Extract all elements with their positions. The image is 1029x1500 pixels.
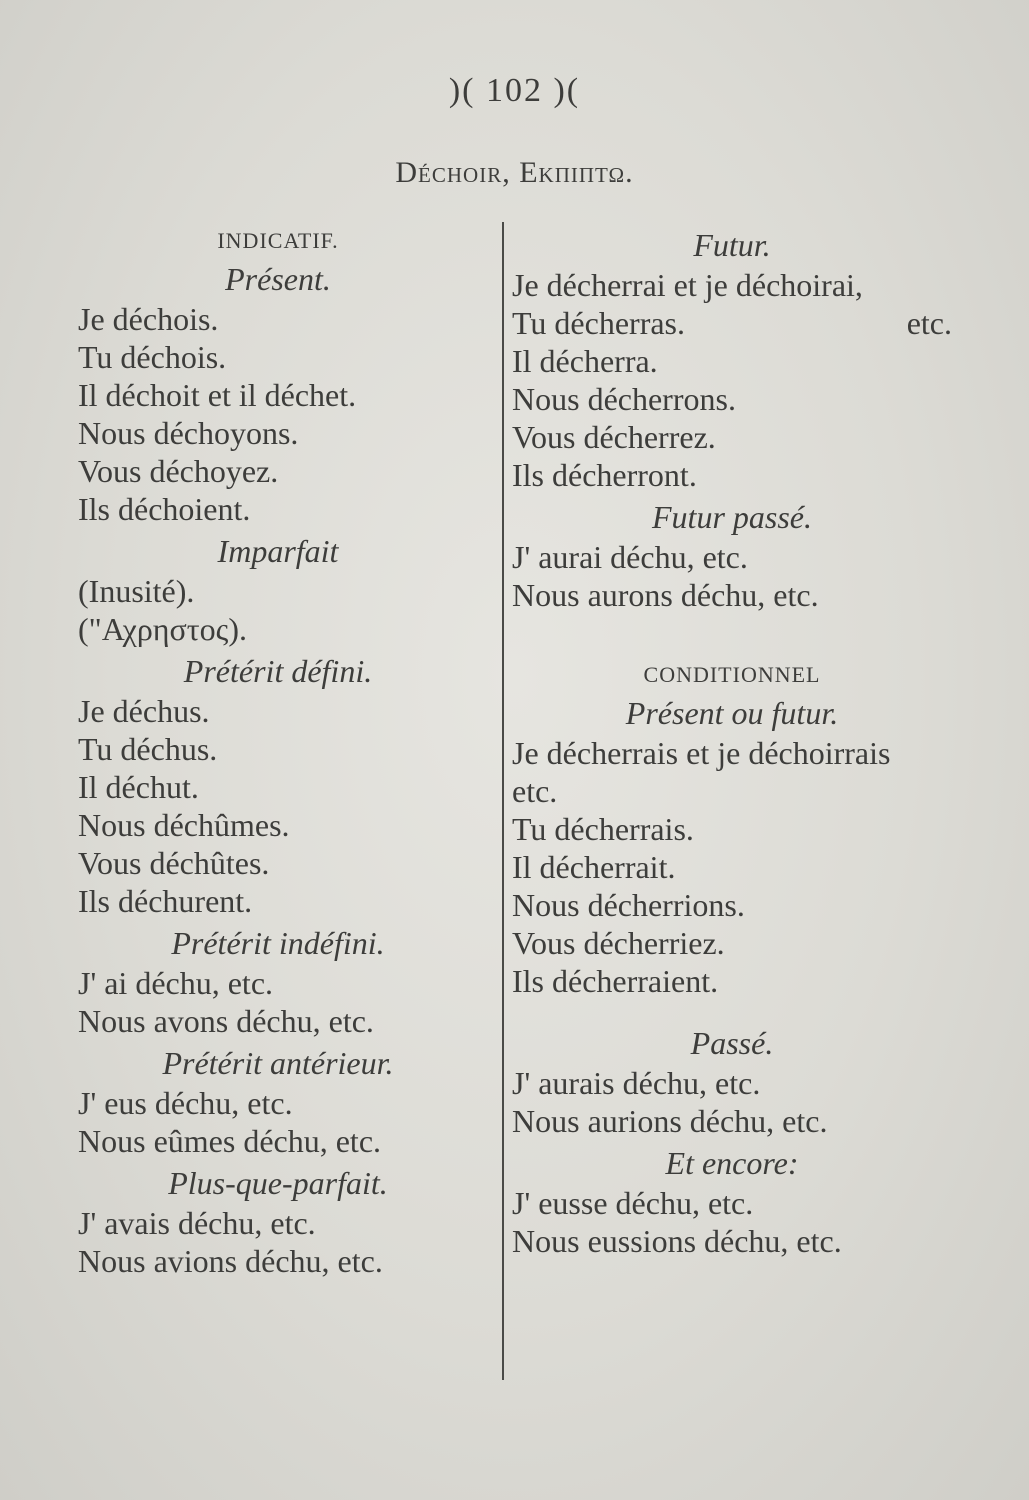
tense-imparfait: Imparfait: [217, 533, 339, 569]
form-line: Vous déchûtes.: [78, 845, 270, 881]
form-line: Il déchoit et il déchet.: [78, 377, 357, 413]
form-line: J' ai déchu, etc.: [78, 965, 274, 1001]
form-text: Tu décherras.: [512, 305, 685, 341]
form-line: Ils décherraient.: [512, 963, 719, 999]
form-line: Vous décherrez.: [512, 419, 716, 455]
form-line-with-etc: [512, 304, 952, 342]
form-line: Je décherrais et je déchoirrais: [512, 735, 891, 771]
form-line: J' eus déchu, etc.: [78, 1085, 293, 1121]
form-line: etc.: [512, 773, 558, 809]
form-line: Tu décherrais.: [512, 811, 694, 847]
form-line: Vous déchoyez.: [78, 453, 279, 489]
form-line: Vous décherriez.: [512, 925, 725, 961]
form-line: J' aurai déchu, etc.: [512, 539, 748, 575]
spacer: [512, 614, 952, 656]
form-line: Je déchus.: [78, 693, 210, 729]
mood-indicatif: INDICATIF.: [217, 228, 339, 253]
form-line: Ils décherront.: [512, 457, 697, 493]
form-line: Il décherrait.: [512, 849, 676, 885]
form-line: J' aurais déchu, etc.: [512, 1065, 761, 1101]
tense-passe: Passé.: [690, 1025, 774, 1061]
form-line: Nous aurons déchu, etc.: [512, 577, 819, 613]
tense-present: Présent.: [225, 261, 331, 297]
tense-et-encore: Et encore:: [665, 1145, 799, 1181]
column-divider: [502, 222, 504, 1380]
form-line: Il décherra.: [512, 343, 658, 379]
form-line: Je déchois.: [78, 301, 219, 337]
form-line: Tu déchus.: [78, 731, 218, 767]
form-line: Nous décherrions.: [512, 887, 745, 923]
form-line: Il déchut.: [78, 769, 199, 805]
tense-preterit-indefini: Prétérit indéfini.: [171, 925, 385, 961]
form-line: Nous avons déchu, etc.: [78, 1003, 374, 1039]
tense-present-ou-futur: Présent ou futur.: [625, 695, 839, 731]
form-line: J' avais déchu, etc.: [78, 1205, 316, 1241]
form-line: Nous déchoyons.: [78, 415, 299, 451]
form-line: Nous aurions déchu, etc.: [512, 1103, 828, 1139]
form-line: Nous déchûmes.: [78, 807, 290, 843]
form-line: ("Αχρηστος).: [78, 611, 247, 647]
tense-plus-que-parfait: Plus-que-parfait.: [168, 1165, 388, 1201]
verb-title: Déchoir, Εκπιπτω.: [395, 156, 634, 189]
form-line: Nous décherrons.: [512, 381, 736, 417]
form-line: Je décherrai et je déchoirai,: [512, 267, 863, 303]
left-column: [78, 222, 478, 1280]
form-line: (Inusité).: [78, 573, 195, 609]
right-column: [512, 222, 952, 1260]
tense-futur: Futur.: [693, 227, 771, 263]
mood-conditionnel: CONDITIONNEL: [643, 662, 821, 687]
tense-futur-passe: Futur passé.: [652, 499, 812, 535]
form-line: Ils déchoient.: [78, 491, 251, 527]
form-line: Tu déchois.: [78, 339, 227, 375]
etc-marker: etc.: [906, 305, 952, 341]
form-line: Nous eussions déchu, etc.: [512, 1223, 842, 1259]
tense-preterit-anterieur: Prétérit antérieur.: [162, 1045, 394, 1081]
form-line: J' eusse déchu, etc.: [512, 1185, 754, 1221]
form-line: Nous avions déchu, etc.: [78, 1243, 383, 1279]
form-line: Ils déchurent.: [78, 883, 253, 919]
spacer: [512, 1000, 952, 1020]
form-line: Nous eûmes déchu, etc.: [78, 1123, 382, 1159]
page-number: )( 102 )(: [448, 72, 581, 109]
tense-preterit-defini: Prétérit défini.: [183, 653, 373, 689]
